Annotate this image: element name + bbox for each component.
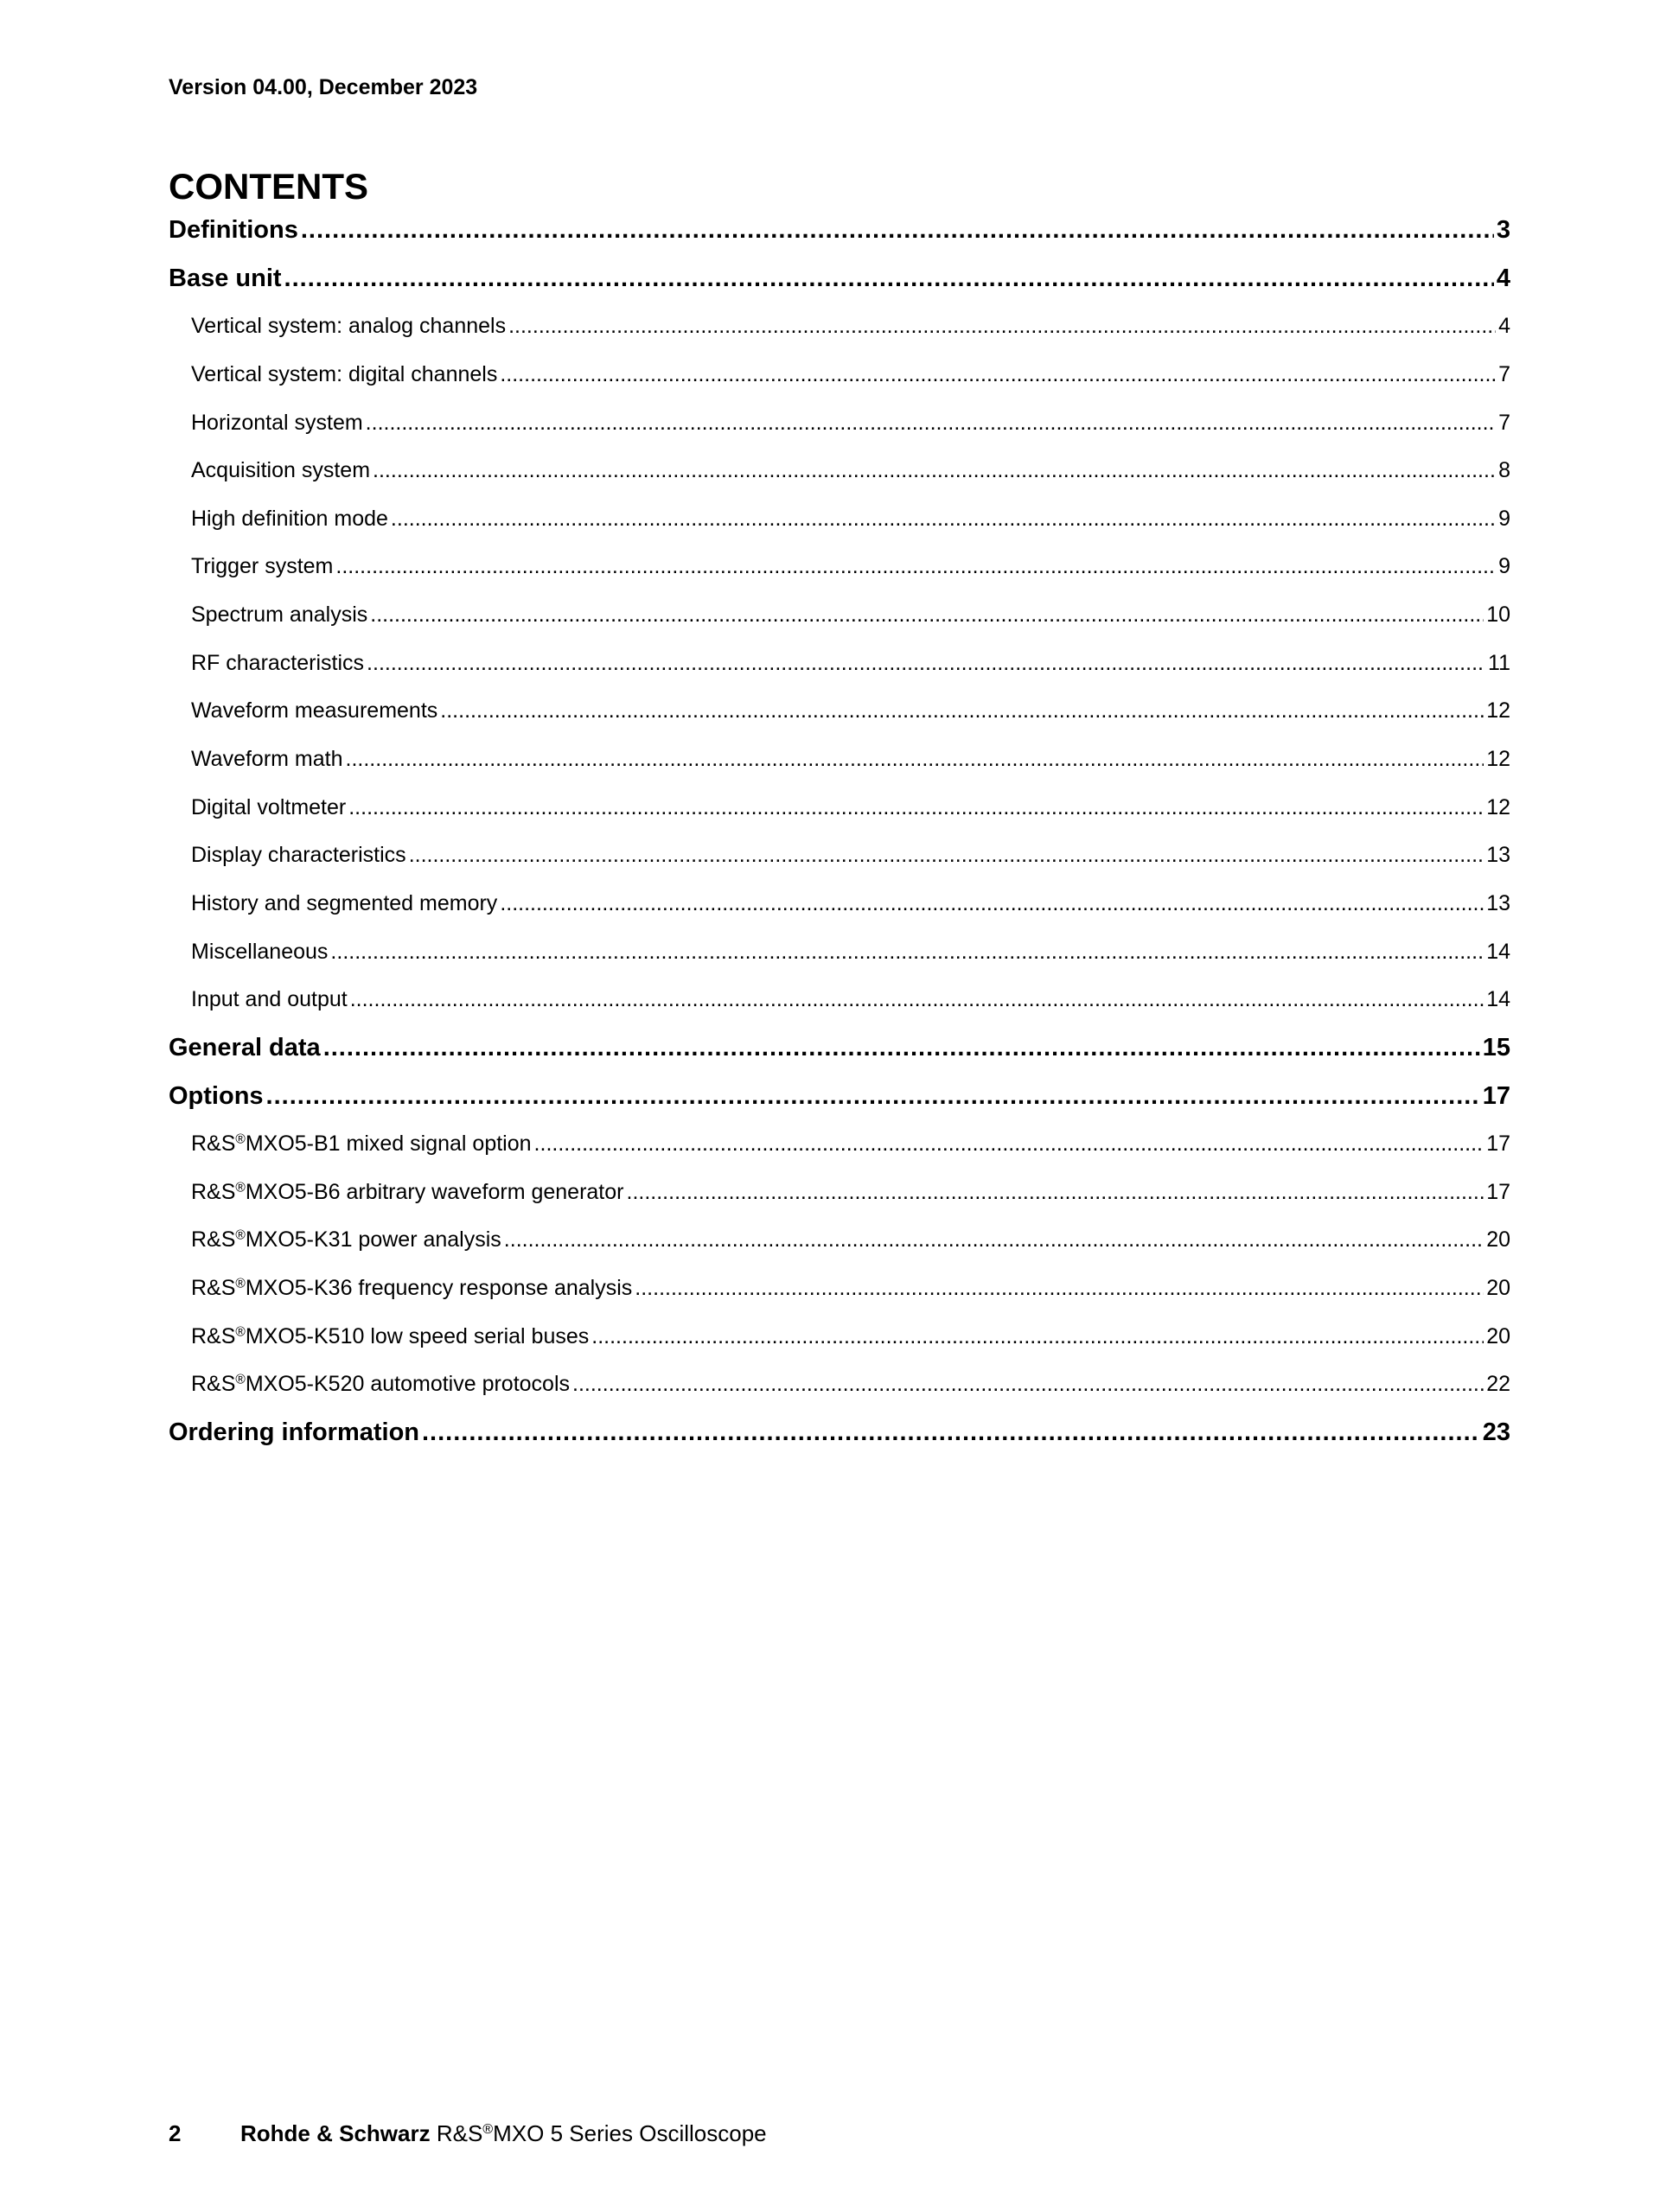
toc-entry-label: Horizontal system xyxy=(191,410,363,435)
toc-entry-page: 20 xyxy=(1486,1227,1510,1253)
toc-entry-label: History and segmented memory xyxy=(191,890,498,915)
toc-entry-waveform-math[interactable] xyxy=(169,736,1510,784)
dot-leader xyxy=(350,976,1484,1024)
dot-leader xyxy=(370,591,1484,640)
toc-heading: CONTENTS xyxy=(169,166,368,207)
dot-leader xyxy=(504,1216,1484,1265)
dot-leader xyxy=(500,351,1496,399)
dot-leader xyxy=(330,928,1484,977)
toc-entry-page: 17 xyxy=(1482,1081,1510,1110)
toc-entry-page: 17 xyxy=(1486,1131,1510,1157)
toc-entry-label: RF characteristics xyxy=(191,650,365,675)
toc-entry-b1[interactable] xyxy=(169,1120,1510,1169)
toc-entry-page: 20 xyxy=(1486,1323,1510,1348)
dot-leader xyxy=(323,1024,1480,1073)
toc-entry-vertical-analog[interactable] xyxy=(169,303,1510,351)
toc-entry-k31[interactable] xyxy=(169,1216,1510,1265)
toc-entry-label: Waveform measurements xyxy=(191,698,438,724)
toc-entry-ordering[interactable] xyxy=(169,1409,1510,1457)
toc-entry-page: 3 xyxy=(1496,216,1510,244)
footer-company: Rohde & Schwarz xyxy=(240,2120,431,2146)
toc-entry-page: 9 xyxy=(1498,554,1510,579)
toc-entry-label: Digital voltmeter xyxy=(191,794,347,819)
toc-entry-general-data[interactable] xyxy=(169,1024,1510,1073)
toc-entry-label: Ordering information xyxy=(169,1418,419,1447)
footer-page-number: 2 xyxy=(169,2120,182,2146)
toc-entry-label: High definition mode xyxy=(191,506,388,531)
dot-leader xyxy=(635,1265,1484,1313)
dot-leader xyxy=(367,640,1485,688)
toc-entry-page: 4 xyxy=(1496,264,1510,292)
dot-leader xyxy=(284,255,1494,303)
toc-entry-label: Display characteristics xyxy=(191,843,406,868)
toc-entry-page: 12 xyxy=(1486,747,1510,772)
toc-entry-label: Base unit xyxy=(169,264,282,292)
toc-entry-display[interactable] xyxy=(169,832,1510,880)
dot-leader xyxy=(422,1409,1480,1457)
toc-entry-page: 13 xyxy=(1486,843,1510,868)
toc-entry-page: 14 xyxy=(1486,987,1510,1012)
toc-entry-options[interactable] xyxy=(169,1073,1510,1121)
toc-entry-page: 17 xyxy=(1486,1179,1510,1204)
toc-entry-label: Spectrum analysis xyxy=(191,602,368,628)
toc-entry-page: 7 xyxy=(1498,361,1510,386)
toc-entry-page: 11 xyxy=(1488,650,1510,675)
toc-entry-acquisition[interactable] xyxy=(169,447,1510,495)
toc-entry-label: Options xyxy=(169,1081,264,1110)
toc-entry-label: Acquisition system xyxy=(191,458,371,483)
toc-entry-page: 14 xyxy=(1486,939,1510,964)
footer-product: R&S®MXO 5 Series Oscilloscope xyxy=(436,2120,767,2146)
toc-entry-page: 10 xyxy=(1486,602,1510,628)
toc-entry-page: 7 xyxy=(1498,410,1510,435)
dot-leader xyxy=(348,784,1484,832)
toc-entry-history[interactable] xyxy=(169,880,1510,928)
toc-entry-label: R&S®MXO5-B6 arbitrary waveform generator xyxy=(191,1179,624,1204)
toc-entry-digital-voltmeter[interactable] xyxy=(169,784,1510,832)
dot-leader xyxy=(266,1073,1480,1121)
toc-entry-page: 8 xyxy=(1498,458,1510,483)
toc-entry-waveform-measurements[interactable] xyxy=(169,687,1510,736)
dot-leader xyxy=(346,736,1484,784)
toc-entry-miscellaneous[interactable] xyxy=(169,928,1510,977)
dot-leader xyxy=(500,880,1484,928)
toc-entry-k36[interactable] xyxy=(169,1265,1510,1313)
toc-entry-page: 13 xyxy=(1486,890,1510,915)
toc-entry-page: 9 xyxy=(1498,506,1510,531)
toc-entry-b6[interactable] xyxy=(169,1169,1510,1217)
page-footer xyxy=(169,2119,767,2148)
toc-entry-page: 15 xyxy=(1482,1033,1510,1061)
toc-entry-page: 12 xyxy=(1486,794,1510,819)
toc-entry-page: 23 xyxy=(1482,1418,1510,1447)
toc-entry-label: Trigger system xyxy=(191,554,334,579)
dot-leader xyxy=(534,1120,1484,1169)
dot-leader xyxy=(301,207,1494,255)
toc-entry-page: 22 xyxy=(1486,1372,1510,1397)
toc-entry-base-unit[interactable] xyxy=(169,255,1510,303)
toc-entry-rf[interactable] xyxy=(169,640,1510,688)
dot-leader xyxy=(409,832,1484,880)
dot-leader xyxy=(572,1361,1484,1409)
toc-entry-label: R&S®MXO5-K31 power analysis xyxy=(191,1227,501,1253)
toc-entry-input-output[interactable] xyxy=(169,976,1510,1024)
dot-leader xyxy=(366,399,1496,448)
toc-entry-label: Vertical system: digital channels xyxy=(191,361,498,386)
toc-entry-page: 12 xyxy=(1486,698,1510,724)
toc-entry-high-definition[interactable] xyxy=(169,495,1510,544)
toc-entry-label: R&S®MXO5-K520 automotive protocols xyxy=(191,1372,571,1397)
document-version: Version 04.00, December 2023 xyxy=(169,75,478,99)
toc-entry-k510[interactable] xyxy=(169,1313,1510,1361)
dot-leader xyxy=(591,1313,1484,1361)
toc-entry-trigger[interactable] xyxy=(169,543,1510,591)
toc-entry-label: Vertical system: analog channels xyxy=(191,314,507,339)
dot-leader xyxy=(335,543,1496,591)
toc-entry-definitions[interactable] xyxy=(169,207,1510,255)
toc-entry-label: R&S®MXO5-K510 low speed serial buses xyxy=(191,1323,590,1348)
toc-entry-label: Definitions xyxy=(169,216,298,244)
toc-entry-k520[interactable] xyxy=(169,1361,1510,1409)
toc-entry-label: Input and output xyxy=(191,987,348,1012)
dot-leader xyxy=(391,495,1496,544)
dot-leader xyxy=(627,1169,1484,1217)
table-of-contents xyxy=(169,207,1510,1457)
toc-entry-label: Waveform math xyxy=(191,747,343,772)
toc-entry-page: 4 xyxy=(1498,314,1510,339)
toc-entry-vertical-digital[interactable] xyxy=(169,351,1510,399)
toc-entry-spectrum[interactable] xyxy=(169,591,1510,640)
toc-entry-horizontal[interactable] xyxy=(169,399,1510,448)
toc-entry-page: 20 xyxy=(1486,1276,1510,1301)
toc-entry-label: R&S®MXO5-B1 mixed signal option xyxy=(191,1131,532,1157)
toc-entry-label: R&S®MXO5-K36 frequency response analysis xyxy=(191,1276,633,1301)
dot-leader xyxy=(373,447,1496,495)
toc-entry-label: Miscellaneous xyxy=(191,939,329,964)
dot-leader xyxy=(508,303,1496,351)
toc-entry-label: General data xyxy=(169,1033,321,1061)
dot-leader xyxy=(440,687,1484,736)
